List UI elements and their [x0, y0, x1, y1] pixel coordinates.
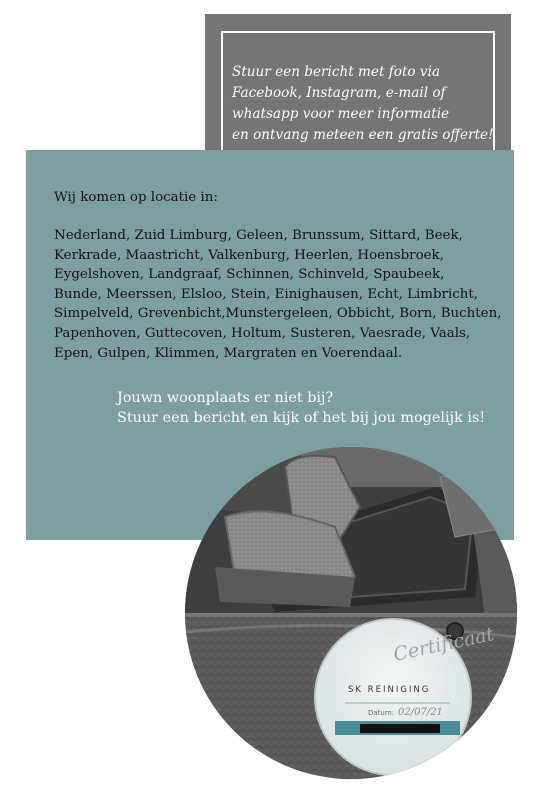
certificate-date-value: 02/07/21 — [398, 707, 443, 718]
tagline-line: Jouwn woonplaats er niet bij? — [117, 390, 334, 406]
locations-line: Eygelshoven, Landgraaf, Schinnen, Schinveld, Spaubeek, — [54, 267, 445, 283]
promo-line: Stuur een bericht met foto via — [232, 64, 441, 80]
locations-line: Papenhoven, Guttecoven, Holtum, Susteren, Vaesrade, Vaals, — [54, 325, 471, 341]
locations-list — [54, 226, 502, 363]
promo-text — [232, 62, 507, 146]
certificate-date-label: Datum: — [368, 709, 395, 717]
promo-line: Facebook, Instagram, e-mail of — [232, 85, 446, 101]
locations-line: Epen, Gulpen, Klimmen, Margraten en Voerendaal. — [54, 345, 403, 361]
tagline — [117, 388, 485, 428]
locations-line: Bunde, Meerssen, Elsloo, Stein, Einighausen, Echt, Limbricht, — [54, 286, 478, 302]
locations-intro: Wij komen op locatie in: — [54, 190, 218, 205]
promo-line: en ontvang meteen een gratis offerte! — [232, 127, 494, 143]
car-interior-photo — [185, 447, 517, 779]
promo-line: whatsapp voor meer informatie — [232, 106, 450, 122]
certificate-brand: SK REINIGING — [348, 685, 431, 695]
locations-line: Nederland, Zuid Limburg, Geleen, Brunssum, Sittard, Beek, — [54, 228, 463, 243]
locations-line: Simpelveld, Grevenbicht,Munstergeleen, Obbicht, Born, Buchten, — [54, 306, 502, 322]
certificate-script: Certificaat — [391, 623, 496, 666]
tagline-line: Stuur een bericht en kijk of het bij jou mogelijk is! — [117, 410, 486, 426]
locations-line: Kerkrade, Maastricht, Valkenburg, Heerlen, Hoensbroek, — [54, 247, 444, 263]
